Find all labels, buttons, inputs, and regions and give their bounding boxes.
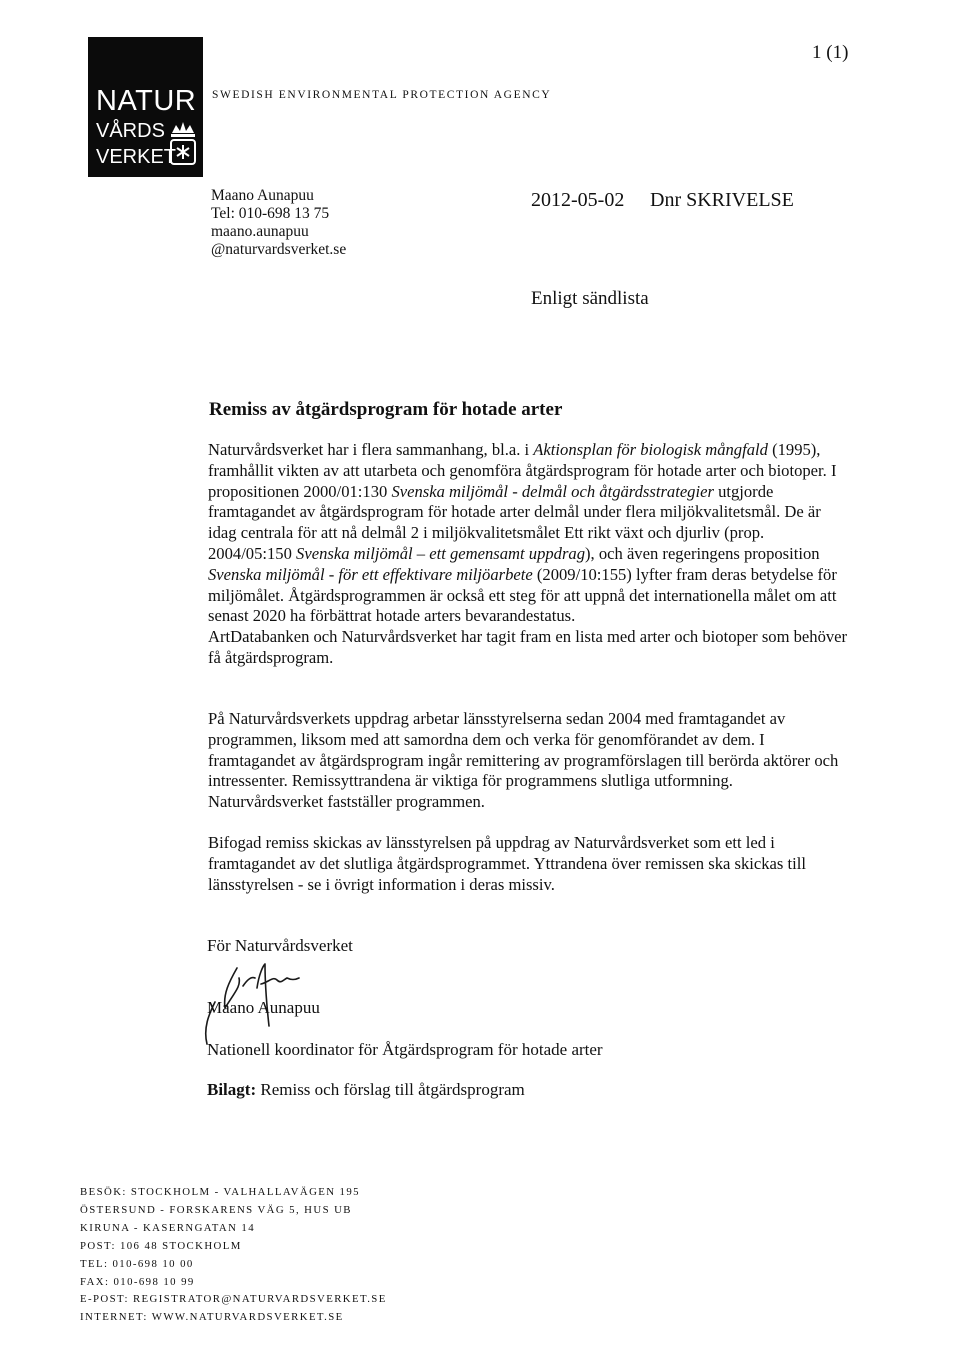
reference-title: Aktionsplan för biologisk mångfald [533,440,768,459]
footer-tel: TEL: 010-698 10 00 [80,1257,194,1270]
reference-title: Svenska miljömål - delmål och åtgärdsstrategier [391,481,714,501]
letter-title: Remiss av åtgärdsprogram för hotade arter [209,399,563,420]
reference-title: Svenska miljömål - för ett effektivare miljöarbete [208,564,533,584]
paragraph-3: Bifogad remiss skickas av länsstyrelsen på uppdrag av Naturvårdsverket som ett led i framtagandet av det slutliga åtgärdsprogrammet. Yttrandena över remissen ska skickas till länsstyrelsen - se i övrigt information i deras missiv. [208,833,806,894]
sender-name: Maano Aunapuu [211,187,314,204]
signer-name: Maano Aunapuu [207,998,320,1017]
footer-post: POST: 106 48 STOCKHOLM [80,1239,242,1252]
page-number: 1 (1) [812,42,849,63]
letter-date: 2012-05-02 [531,189,625,211]
registration-number: Dnr SKRIVELSE [650,189,794,211]
attachment-text: Remiss och förslag till åtgärdsprogram [256,1080,525,1099]
closing-for-label: För Naturvårdsverket [207,936,353,955]
sender-email-line2: @naturvardsverket.se [211,241,347,258]
sender-contact-block [211,187,346,259]
paragraph-1: Naturvårdsverket har i flera sammanhang, bl.a. i Aktionsplan för biologisk mångfald (1995), framhållit vikten av att utarbeta och genomföra åtgärdsprogram för hotade arter och biotoper. I propositionen 2000/01:130 Svenska miljömål - delmål och åtgärdsstrategier utgjorde framtagandet av åtgärdsprogram för hotade arter delmål under flera miljökvalitetsmål. De är idag centrala för att nå delmål 2 i miljökvalitetsmålet Ett rikt växt och djurliv (prop. 2004/05:150 Svenska miljömål – ett gemensamt uppdrag), och även regeringens proposition Svenska miljömål - för ett effektivare miljöarbete (2009/10:155) lyfter fram deras betydelse för miljömålet. Åtgärdsprogrammen är också ett steg för att uppnå det internationella målet om att senast 2020 ha förbättrat hotade arters bevarandestatus. ArtDatabanken och Naturvårdsverket har tagit fram en lista med arter och biotoper som behöver få åtgärdsprogram. [208,440,848,667]
footer-website: INTERNET: WWW.NATURVARDSVERKET.SE [80,1311,344,1324]
logo-text-line2: VÅRDS [96,120,165,142]
footer-visit-ostersund: ÖSTERSUND - FORSKARENS VÄG 5, HUS UB [80,1203,352,1216]
sender-email-line1: maano.aunapuu [211,223,309,240]
attachment-label: Bilagt: [207,1080,257,1099]
footer-visit-stockholm: BESÖK: STOCKHOLM - VALHALLAVÄGEN 195 [80,1186,360,1198]
attachment-line [207,1080,525,1100]
signer-role: Nationell koordinator för Åtgärdsprogram för hotade arter [207,1040,603,1059]
paragraph-2: På Naturvårdsverkets uppdrag arbetar länsstyrelserna sedan 2004 med framtagandet av programmen, liksom med att samordna dem och verka för genomförandet av dem. I framtagandet av åtgärdsprogram ingår remittering av programförslagen till berörda aktörer och intressenter. Remissyttrandena är viktiga för programmens slutliga utformning. Naturvårdsverket fastställer programmen. [208,709,839,812]
reference-title: Svenska miljömål – ett gemensamt uppdrag [296,543,586,563]
footer-email: E-POST: REGISTRATOR@NATURVARDSVERKET.SE [80,1293,387,1306]
logo-text-line3: VERKET [96,146,177,168]
agency-name: SWEDISH ENVIRONMENTAL PROTECTION AGENCY [212,89,552,101]
footer-visit-kiruna: KIRUNA - KASERNGATAN 14 [80,1221,255,1234]
footer-fax: FAX: 010-698 10 99 [80,1275,195,1288]
crown-crest-icon [168,119,198,169]
paragraph-1-continued: ArtDatabanken och Naturvårdsverket har tagit fram en lista med arter och biotoper som behöver få åtgärdsprogram. [208,627,848,667]
footer-address-block [80,1184,387,1327]
recipient-line: Enligt sändlista [531,288,649,309]
sender-phone: Tel: 010-698 13 75 [211,205,330,222]
logo-text-line1: NATUR [96,85,197,117]
agency-logo [88,37,203,177]
